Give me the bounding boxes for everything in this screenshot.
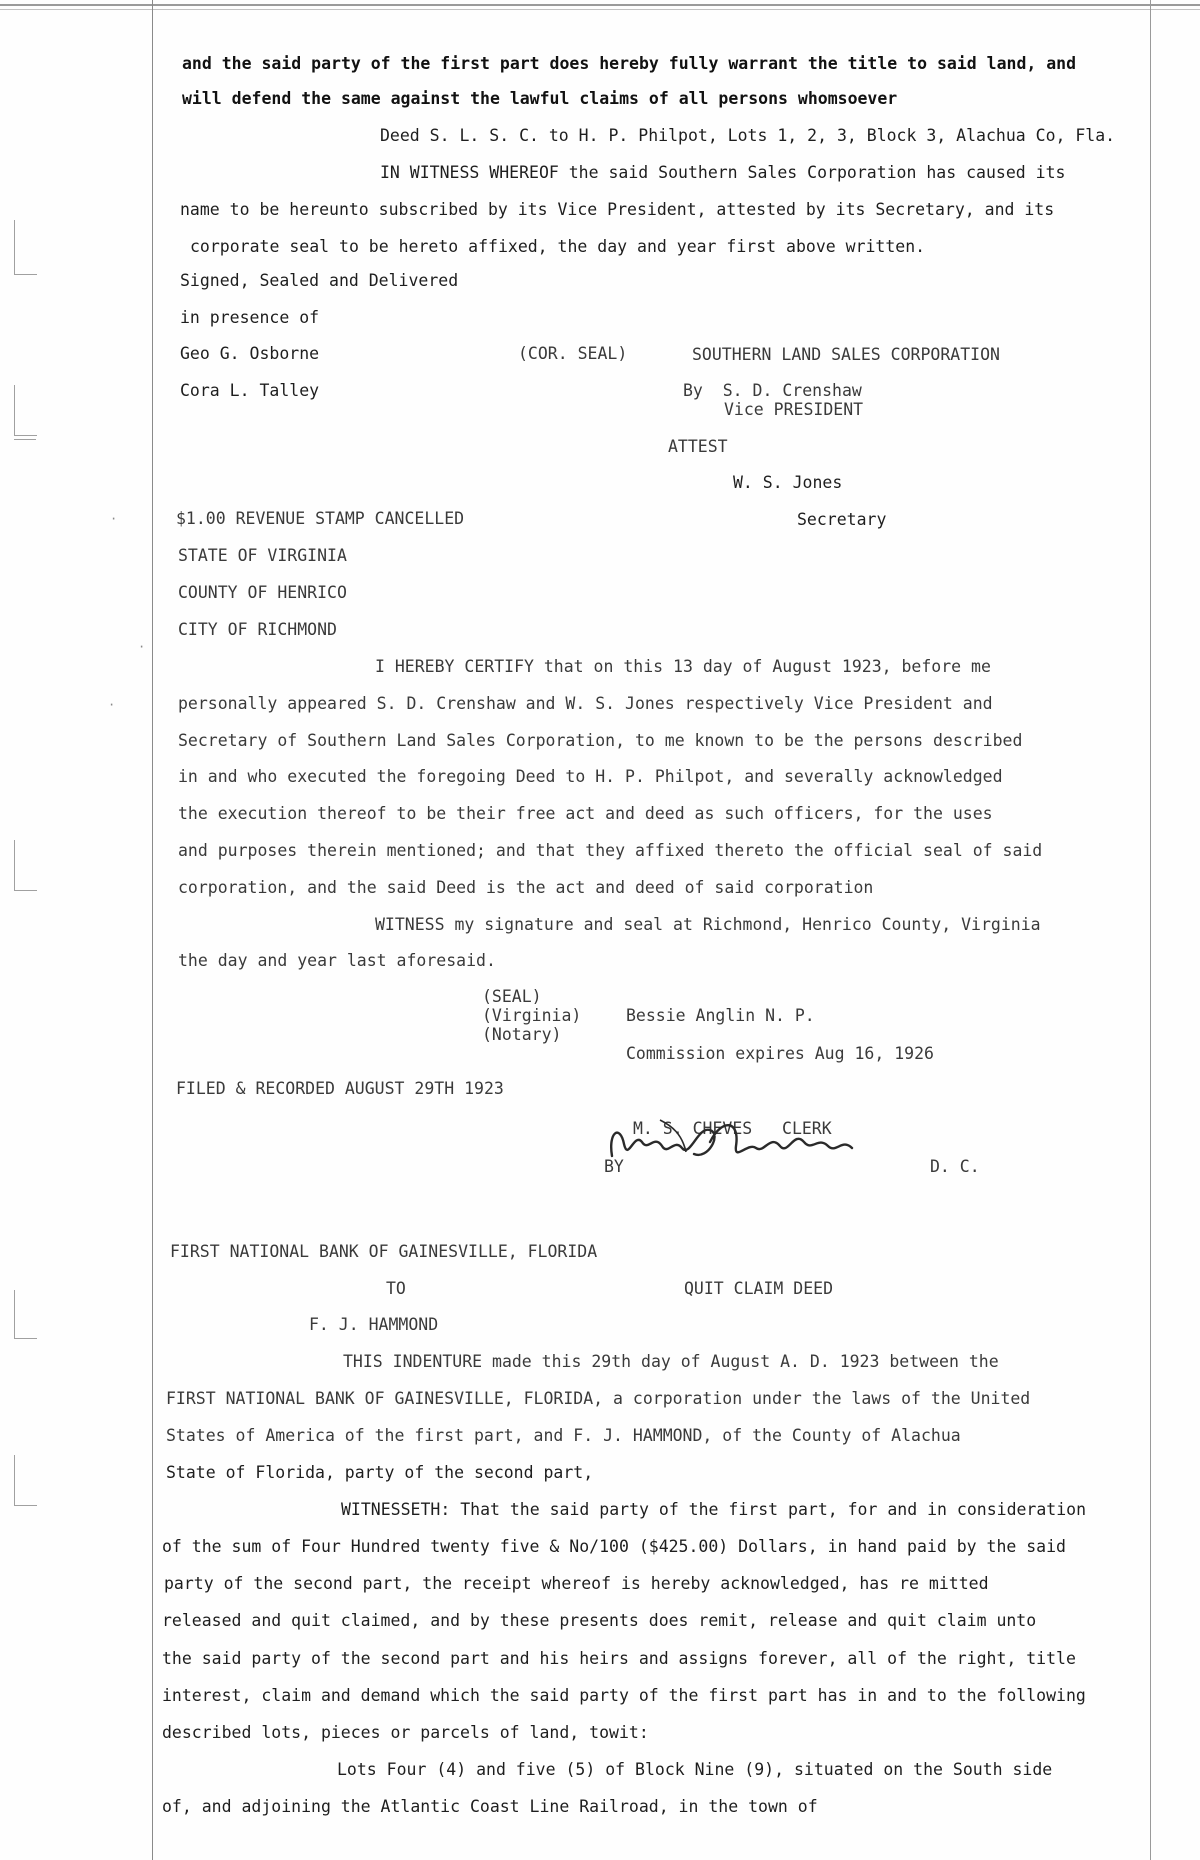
text-line: Lots Four (4) and five (5) of Block Nine (9), situated on the South side xyxy=(337,1760,1053,1779)
binder-hole-mark xyxy=(14,1290,37,1339)
text-line: and purposes therein mentioned; and that they affixed thereto the official seal of said xyxy=(178,841,1043,860)
text-line: Bessie Anglin N. P. xyxy=(626,1006,815,1025)
text-line: WITNESSETH: That the said party of the first part, for and in consideration xyxy=(341,1500,1087,1519)
paper-speck: · xyxy=(138,640,146,654)
text-line: Deed S. L. S. C. to H. P. Philpot, Lots 1, 2, 3, Block 3, Alachua Co, Fla. xyxy=(380,126,1116,145)
text-line: personally appeared S. D. Crenshaw and W. S. Jones respectively Vice President and xyxy=(178,694,993,713)
binder-hole-mark xyxy=(14,840,37,891)
text-line: States of America of the first part, and F. J. HAMMOND, of the County of Alachua xyxy=(166,1426,961,1445)
paper-speck: · xyxy=(108,698,116,712)
binder-hole-mark xyxy=(14,220,37,275)
text-line: Commission expires Aug 16, 1926 xyxy=(626,1044,934,1063)
text-line: W. S. Jones xyxy=(733,473,843,492)
text-line: CITY OF RICHMOND xyxy=(178,620,337,639)
text-line: D. C. xyxy=(930,1157,980,1176)
text-line: FILED & RECORDED AUGUST 29TH 1923 xyxy=(176,1079,504,1098)
text-line: (COR. SEAL) xyxy=(518,344,628,363)
text-line: WITNESS my signature and seal at Richmond, Henrico County, Virginia xyxy=(375,915,1041,934)
text-line: BY xyxy=(604,1157,624,1176)
right-margin-line xyxy=(1150,0,1151,1860)
binder-hole-mark xyxy=(14,1455,37,1506)
text-line: will defend the same against the lawful claims of all persons whomsoever xyxy=(182,89,898,108)
text-line: Vice PRESIDENT xyxy=(724,400,864,419)
text-line: FIRST NATIONAL BANK OF GAINESVILLE, FLORIDA, a corporation under the laws of the United xyxy=(166,1389,1031,1408)
text-line: THIS INDENTURE made this 29th day of August A. D. 1923 between the xyxy=(343,1352,999,1371)
handwritten-signature xyxy=(590,1112,880,1172)
text-line: Geo G. Osborne xyxy=(180,344,320,363)
text-line: interest, claim and demand which the said party of the first part has in and to the following xyxy=(162,1686,1086,1705)
text-line: the said party of the second part and his heirs and assigns forever, all of the right, title xyxy=(162,1649,1076,1668)
text-line: described lots, pieces or parcels of land, towit: xyxy=(162,1723,649,1742)
text-line: STATE OF VIRGINIA xyxy=(178,546,347,565)
text-line: (Virginia) xyxy=(482,1006,582,1025)
text-line: (Notary) xyxy=(482,1025,562,1044)
text-line: in presence of xyxy=(180,308,320,327)
paper-speck: · xyxy=(110,512,118,526)
text-line: corporate seal to be hereto affixed, the day and year first above written. xyxy=(190,237,926,256)
text-line: of the sum of Four Hundred twenty five & No/100 ($425.00) Dollars, in hand paid by the said xyxy=(162,1537,1066,1556)
text-line: COUNTY OF HENRICO xyxy=(178,583,347,602)
text-line: ATTEST xyxy=(668,437,728,456)
text-line: QUIT CLAIM DEED xyxy=(684,1279,834,1298)
text-line: (SEAL) xyxy=(482,987,542,1006)
text-line: name to be hereunto subscribed by its Vice President, attested by its Secretary, and its xyxy=(180,200,1055,219)
text-line: Secretary of Southern Land Sales Corporation, to me known to be the persons described xyxy=(178,731,1023,750)
text-line: F. J. HAMMOND xyxy=(309,1315,439,1334)
text-line: $1.00 REVENUE STAMP CANCELLED xyxy=(176,509,465,528)
text-line: M. S. CHEVES CLERK xyxy=(633,1119,832,1138)
top-border-line-secondary xyxy=(0,9,1200,10)
text-line: IN WITNESS WHEREOF the said Southern Sales Corporation has caused its xyxy=(380,163,1066,182)
text-line: TO xyxy=(386,1279,406,1298)
text-line: corporation, and the said Deed is the act and deed of said corporation xyxy=(178,878,874,897)
text-line: released and quit claimed, and by these presents does remit, release and quit claim unto xyxy=(162,1611,1037,1630)
text-line: the execution thereof to be their free act and deed as such officers, for the uses xyxy=(178,804,993,823)
text-line: Cora L. Talley xyxy=(180,381,320,400)
text-line: FIRST NATIONAL BANK OF GAINESVILLE, FLORIDA xyxy=(170,1242,598,1261)
text-line: in and who executed the foregoing Deed to H. P. Philpot, and severally acknowledged xyxy=(178,767,1003,786)
text-line: By S. D. Crenshaw xyxy=(683,381,862,400)
text-line: Signed, Sealed and Delivered xyxy=(180,271,459,290)
top-border-line xyxy=(0,4,1200,6)
text-line: SOUTHERN LAND SALES CORPORATION xyxy=(692,345,1000,364)
text-line: and the said party of the first part does hereby fully warrant the title to said land, and xyxy=(182,54,1077,73)
text-line: I HEREBY CERTIFY that on this 13 day of August 1923, before me xyxy=(375,657,991,676)
binder-hole-mark xyxy=(14,405,36,440)
text-line: Secretary xyxy=(797,510,887,529)
text-line: State of Florida, party of the second part, xyxy=(166,1463,594,1482)
text-line: of, and adjoining the Atlantic Coast Line Railroad, in the town of xyxy=(162,1797,818,1816)
text-line: party of the second part, the receipt whereof is hereby acknowledged, has re mitted xyxy=(164,1574,989,1593)
text-line: the day and year last aforesaid. xyxy=(178,951,496,970)
left-margin-line xyxy=(152,0,153,1860)
